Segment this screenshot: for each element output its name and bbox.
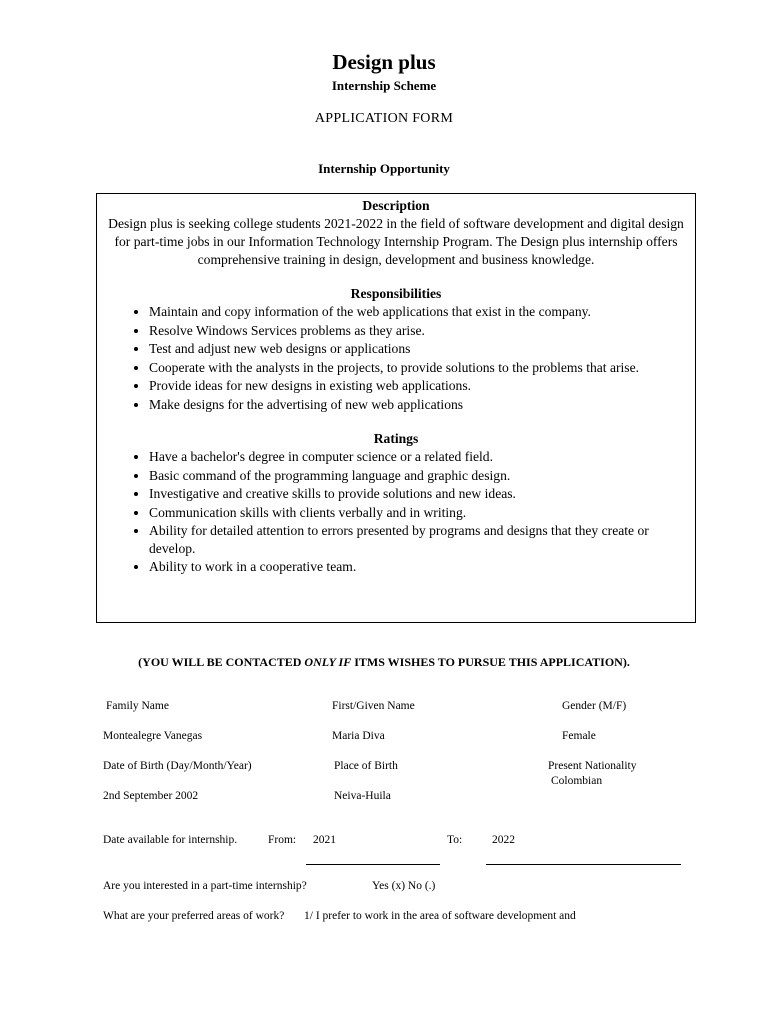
pob-value[interactable]: Neiva-Huila <box>334 790 391 802</box>
from-underline <box>306 864 440 865</box>
from-label: From: <box>268 834 297 846</box>
list-item: • Test and adjust new web designs or applications <box>149 340 687 358</box>
gender-value[interactable]: Female <box>562 730 596 742</box>
responsibilities-heading: Responsibilities <box>350 286 442 301</box>
list-item: • Basic command of the programming language and graphic design. <box>149 467 687 485</box>
ratings-heading: Ratings <box>373 431 419 446</box>
notice-emphasis: ONLY IF <box>304 655 352 669</box>
scheme-subtitle: Internship Scheme <box>331 78 437 93</box>
to-value[interactable]: 2022 <box>492 834 515 846</box>
list-item: • Resolve Windows Services problems as they arise. <box>149 322 687 340</box>
gender-label: Gender (M/F) <box>562 700 627 712</box>
given-name-value[interactable]: Maria Diva <box>332 730 385 742</box>
dob-value[interactable]: 2nd September 2002 <box>103 790 199 802</box>
parttime-question: Are you interested in a part-time internship? <box>103 880 307 892</box>
description-text: Design plus is seeking college students 2021-2022 in the field of software development and digital design for part-time jobs in our Information Technology Internship Program. The Design plus internship offers comprehensive training in design, development and business knowledge. <box>108 216 684 267</box>
form-title: APPLICATION FORM <box>314 111 454 126</box>
ratings-list <box>105 448 687 576</box>
opportunity-heading: Internship Opportunity <box>318 161 450 176</box>
list-item: • Maintain and copy information of the web applications that exist in the company. <box>149 303 687 321</box>
pob-label: Place of Birth <box>334 760 398 772</box>
list-item: • Make designs for the advertising of new web applications <box>149 396 687 414</box>
to-underline <box>486 864 681 865</box>
contact-notice <box>0 655 768 670</box>
nationality-label: Present Nationality <box>548 760 637 772</box>
list-item: • Have a bachelor's degree in computer science or a related field. <box>149 448 687 466</box>
list-item: • Ability for detailed attention to errors presented by programs and designs that they create or develop. <box>149 522 687 557</box>
responsibilities-list <box>105 303 687 413</box>
list-item: • Communication skills with clients verbally and in writing. <box>149 504 687 522</box>
list-item: • Cooperate with the analysts in the projects, to provide solutions to the problems that arise. <box>149 359 687 377</box>
from-value[interactable]: 2021 <box>313 834 336 846</box>
description-heading: Description <box>362 198 430 213</box>
family-name-label: Family Name <box>106 700 169 712</box>
notice-text: ITMS WISHES TO PURSUE THIS APPLICATION). <box>351 655 630 669</box>
given-name-label: First/Given Name <box>332 700 415 712</box>
parttime-answer[interactable]: Yes (x) No (.) <box>372 880 436 892</box>
availability-label: Date available for internship. <box>103 834 238 846</box>
to-label: To: <box>447 834 463 846</box>
nationality-value[interactable]: Colombian <box>551 775 603 787</box>
list-item: • Ability to work in a cooperative team. <box>149 558 687 576</box>
dob-label: Date of Birth (Day/Month/Year) <box>103 760 252 772</box>
areas-question: What are your preferred areas of work? <box>103 910 285 922</box>
family-name-value[interactable]: Montealegre Vanegas <box>103 730 203 742</box>
company-title: Design plus <box>332 50 436 74</box>
list-item: • Investigative and creative skills to provide solutions and new ideas. <box>149 485 687 503</box>
notice-text: (YOU WILL BE CONTACTED <box>138 655 305 669</box>
areas-answer[interactable]: 1/ I prefer to work in the area of software development and <box>304 910 576 922</box>
list-item: • Provide ideas for new designs in existing web applications. <box>149 377 687 395</box>
internship-details-box <box>96 193 696 623</box>
